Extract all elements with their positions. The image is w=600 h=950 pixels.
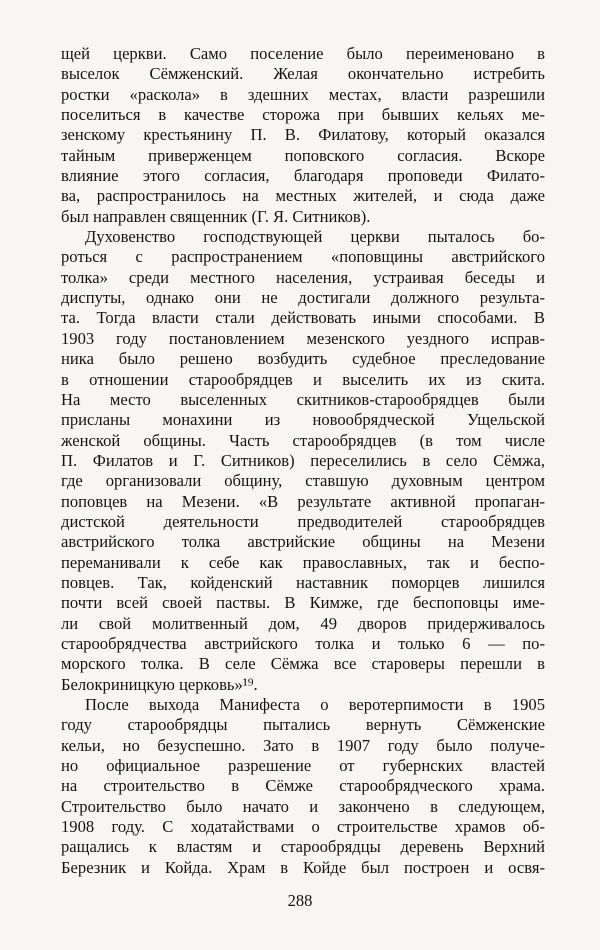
text-line: ли свой молитвенный дом, 49 дворов придерживалось xyxy=(61,613,545,633)
text-line: На место выселенных скитников-старообрядцев были xyxy=(61,389,545,409)
text-line: почти всей своей паствы. В Кимже, где беспоповцы име- xyxy=(61,593,545,613)
paragraph-3 xyxy=(61,695,545,878)
text-line: Духовенство господствующей церкви пыталось бо- xyxy=(85,227,545,247)
text-line: морского толка. В селе Сёмжа все староверы перешли в xyxy=(61,654,545,674)
text-line: 1908 году. С ходатайствами о строительстве храмов об- xyxy=(61,817,545,837)
text-line: ростки «раскола» в здешних местах, власти разрешили xyxy=(61,84,545,104)
text-line: женской общины. Часть старообрядцев (в том числе xyxy=(61,430,545,450)
text-line: После выхода Манифеста о веротерпимости в 1905 xyxy=(85,695,545,714)
text-line: повцев. Так, койденский наставник поморцев лишился xyxy=(61,572,545,592)
text-line: тайным приверженцем поповского согласия. Вскоре xyxy=(61,145,545,165)
text-line: Белокриницкую церковь»¹⁹. xyxy=(61,674,258,694)
text-line: в отношении старообрядцев и выселить их из скита. xyxy=(61,369,545,389)
text-line: старообрядчества австрийского толка и только 6 — по- xyxy=(61,633,545,653)
text-line: Строительство было начато и закончено в следующем, xyxy=(61,796,545,816)
text-line: году старообрядцы пытались вернуть Сёмженские xyxy=(61,715,545,735)
text-line: зенскому крестьянину П. В. Филатову, который оказался xyxy=(61,125,545,145)
text-line: переманивали к себе как православных, так и беспо- xyxy=(61,552,545,572)
text-line: на строительство в Сёмже старообрядческого храма. xyxy=(61,776,545,796)
paragraph-2 xyxy=(61,227,545,695)
text-line: 1903 году постановлением мезенского уездного исправ- xyxy=(61,328,545,348)
text-line: ва, распространилось на местных жителей, и сюда даже xyxy=(61,186,545,206)
text-line: дистской деятельности предводителей старообрядцев xyxy=(61,511,545,531)
text-line: где организовали общину, ставшую духовным центром xyxy=(61,471,545,491)
text-line: ращались к властям и старообрядцы деревень Верхний xyxy=(61,837,545,857)
text-line: толка» среди местного населения, устраивая беседы и xyxy=(61,267,545,287)
text-line: та. Тогда власти стали действовать иными способами. В xyxy=(61,308,545,328)
text-line: Березник и Койда. Храм в Койде был построен и освя- xyxy=(61,857,545,877)
text-line: поповцев на Мезени. «В результате активной пропаган- xyxy=(61,491,545,511)
text-line: австрийского толка австрийские общины на Мезени xyxy=(61,532,545,552)
text-line: но официальное разрешение от губернских властей xyxy=(61,756,545,776)
text-line: ника было решено возбудить судебное преследование xyxy=(61,349,545,369)
text-line: был направлен священник (Г. Я. Ситников). xyxy=(61,206,371,226)
text-line: щей церкви. Само поселение было переименовано в xyxy=(61,44,545,63)
page-number: 288 xyxy=(287,891,313,910)
text-line: кельи, но безуспешно. Зато в 1907 году было получе- xyxy=(61,735,545,755)
paragraph-1 xyxy=(61,44,545,227)
text-line: поселиться в качестве сторожа при бывших кельях ме- xyxy=(61,105,545,125)
text-line: выселок Сёмженский. Желая окончательно истребить xyxy=(61,64,545,84)
text-line: П. Филатов и Г. Ситников) переселились в село Сёмжа, xyxy=(61,450,545,470)
text-line: влияние этого согласия, благодаря проповеди Филато- xyxy=(61,166,545,186)
text-line: присланы монахини из новообрядческой Ущельской xyxy=(61,410,545,430)
book-page-text xyxy=(61,44,545,878)
text-line: диспуты, однако они не достигали должного результа- xyxy=(61,288,545,308)
text-line: роться с распространением «поповщины австрийского xyxy=(61,247,545,267)
